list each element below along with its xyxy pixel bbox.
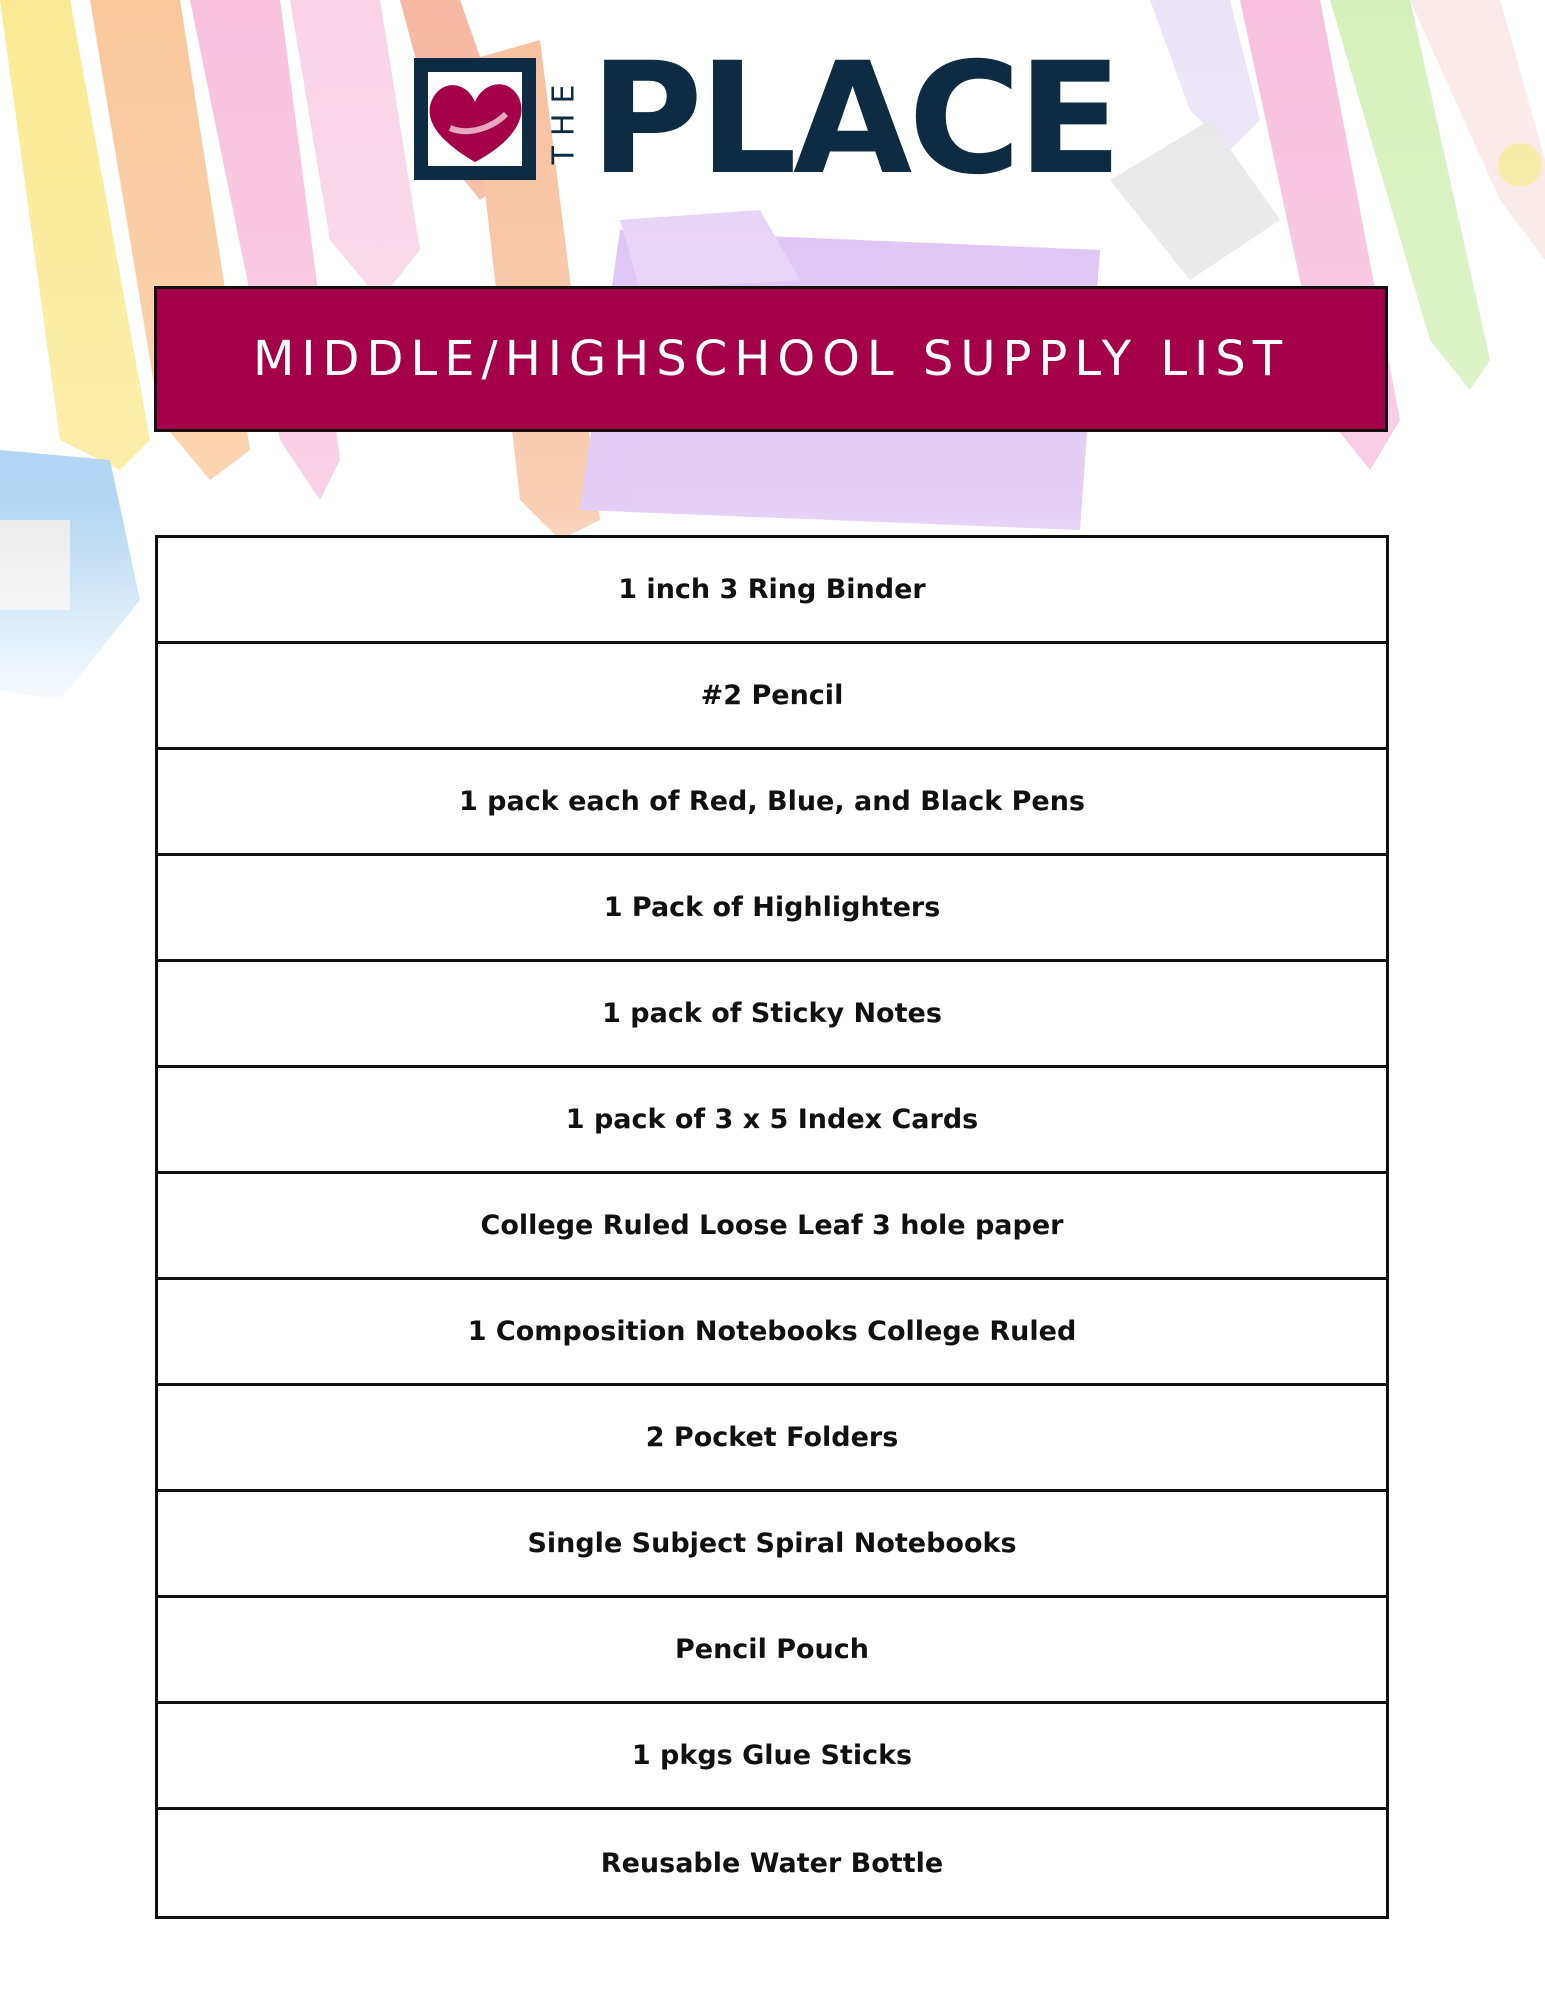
supply-item: 2 Pocket Folders [158,1386,1386,1492]
the-place-logo [414,30,1134,209]
heart-square-logo-icon [414,58,536,180]
supply-item: 1 pack of Sticky Notes [158,962,1386,1068]
supply-item: 1 inch 3 Ring Binder [158,538,1386,644]
supply-item: 1 Pack of Highlighters [158,856,1386,962]
supply-item: #2 Pencil [158,644,1386,750]
supply-item: Single Subject Spiral Notebooks [158,1492,1386,1598]
title-banner [154,286,1388,432]
supply-item: 1 pack of 3 x 5 Index Cards [158,1068,1386,1174]
supply-item: 1 Composition Notebooks College Ruled [158,1280,1386,1386]
supply-item: Reusable Water Bottle [600,1847,944,1879]
supply-list-table [155,535,1389,1919]
page-title: MIDDLE/HIGHSCHOOL SUPPLY LIST [252,331,1290,387]
logo-the-text: THE [546,74,582,164]
supply-item: College Ruled Loose Leaf 3 hole paper [158,1174,1386,1280]
logo-place-text: PLACE [590,30,1119,209]
supply-item: 1 pack each of Red, Blue, and Black Pens [158,750,1386,856]
supply-item: 1 pkgs Glue Sticks [158,1704,1386,1810]
supply-item: Pencil Pouch [158,1598,1386,1704]
